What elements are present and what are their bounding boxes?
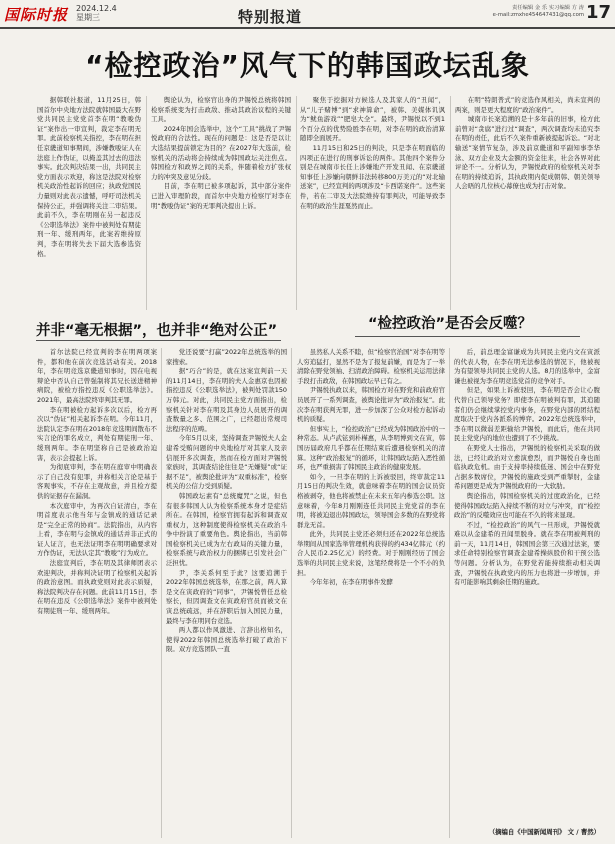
column-4-top bbox=[455, 96, 600, 306]
column-1-top bbox=[37, 96, 141, 310]
paragraph: 后，前总理金富谦成为共同民主党内文在寅派的代表人物，在李在明无法参选的情况下，他被视为有望领导共同民主党的人选。8月的选举中，金富谦也被视为李在明竞选党首的竞争对手。 bbox=[454, 348, 600, 385]
byline: （摘编自《中国新闻周刊》 文 / 曹然） bbox=[488, 828, 600, 836]
paragraph: 韩国政坛素有“总统魔咒”之说，但也有很多韩国人认为检察系统本身才是症结所在。在韩国，检察官拥有起诉和调查双重权力，这种制度使得检察机关在政治斗争中扮演了重要角色。舆论指出，当前韩国检察机关已成为左右政局的关键力量，检察系统与政治权力的捆绑已引发社会广泛担忧。 bbox=[166, 491, 287, 568]
paragraph: 党还说要“打赢”2022年总统选举的国家搜索。 bbox=[166, 348, 287, 366]
column-divider bbox=[291, 348, 292, 838]
paragraph: 此外，共同民主党还必须归还在2022年总统选举期间从国家选举管理机构获得的约434亿韩元（约合人民币2.25亿元）的经费。对于刚刚经历了国会选举的共同民主党来说，这笔经费将是一个不小的负担。 bbox=[297, 530, 445, 577]
paragraph: 舆论认为，检察官出身的尹锡悦总统将韩国检察系统变为打击政敌、推动其政治议程的关键工具。 bbox=[151, 96, 291, 124]
section-title: 特别报道 bbox=[238, 8, 303, 26]
column-divider bbox=[449, 348, 450, 838]
paragraph: 舆论指出，韩国检察机关的过度政治化，已经使得韩国政坛陷入持续不断的对立与冲突，而“检控政治”的反噬效应也可能在不久的将来显现。 bbox=[454, 491, 600, 520]
paragraph: 11月15日和25日的判决，只是李在明面临的四项正在进行的刑事诉讼的两件。其他四个案件分别是在城南市长任上涉嫌地产开发丑闻、在京畿道知事任上涉嫌向朝鲜非法转移800万美元的“对北输送案”，已经宣判的两项涉及“卡西诺案件”。这些案件，若在二审及大法院维持有罪判决，可能导致李在明的政治生涯戛然而止。 bbox=[300, 143, 445, 210]
column-2-top bbox=[151, 96, 291, 310]
paragraph: 今年5月以来，坚持调查尹锡悦夫人金建希受贿问题的中央地检厅对其家人及亲信展开多次调查，然而在检方面对尹锡悦家族时，其调查结论往往是“无嫌疑”或“证据不足”，被舆论批评为“双重标准”，检察机关的公信力受到质疑。 bbox=[166, 434, 287, 491]
column-divider bbox=[450, 96, 451, 310]
paragraph: 李在明被检方起诉多次以后，检方再次以“伪证”相关起诉李在明。今年11月，法院认定李在明在2018年竞选期间散布不实言论的罪名成立，判处有期徒刑一年、缓刑两年。李在明坚称自己是被政治迫害，表示会提起上诉。 bbox=[37, 405, 157, 462]
subhead-left: 并非“毫无根据”，也并非“绝对公正” bbox=[36, 323, 278, 339]
editors-info: 责任编辑 金 乐 实习编辑 方 涛 e-mail:zmxhe454647431@qq.com bbox=[492, 5, 584, 18]
paragraph: 但事实上，“检控政治”已经成为韩国政治中的一种常态。从卢武铉到朴槿惠，从李明博到文在寅，韩国历届政府几乎都在任期结束后遭遇检察机关的清算。这种“政治报复”的循环，让韩国政坛陷入恶性循环，也严重损害了韩国民主政治的健康发展。 bbox=[297, 424, 445, 472]
paragraph: 在野党人士指出，尹锡悦的检察机关采取的做法，已经让政治对立愈演愈烈，而尹锡悦自身也面临执政危机。由于支持率持续低迷、国会中在野党占据多数席位，尹锡悦的施政受到严重掣肘，金建希问题更是成为尹锡悦政府的一大软肋。 bbox=[454, 443, 600, 491]
column-3-top bbox=[300, 96, 445, 310]
paragraph: 据“巧合”的是，就在这案宣判前一天的11月14日，李在明的夫人金惠京也因被指控违反《公职选举法》，被判处罚款150万韩元。对此，共同民主党方面指出，检察机关针对李在明及其身边人员展开的调查数量之多、范围之广，已经超出常规司法程序的范畴。 bbox=[166, 367, 287, 433]
paragraph: 尹锡悦执政以来，韩国检方对在野党和前政府官员展开了一系列调查，被舆论批评为“政治报复”。此次李在明获判无罪，进一步加深了公众对检方起诉动机的质疑。 bbox=[297, 386, 445, 424]
paragraph: 虽然私人关系不睦，但“检察官治国”对李在明等人穷追猛打，显然不是为了报复前嫌，而是为了一举清除在野党领袖、扫清政治障碍。检察机关运用法律手段打击政敌，在韩国政坛早已有之。 bbox=[297, 348, 445, 385]
column-1-bottom bbox=[37, 348, 157, 838]
header-rule bbox=[0, 27, 615, 29]
paragraph: 目前，李在明已被多项起诉，其中部分案件已进入审理阶段，而首尔中央地方检察厅对李在明“教唆伪证”案的无罪判决提出上诉。 bbox=[151, 182, 291, 210]
newspaper-logo: 国际时报 bbox=[4, 6, 69, 24]
paragraph: 2024年国会选举中，这个“工具”挑战了尹锡悦政府的合法性。现在的问题是：这是否是以让大选结果提前锁定为目的？在2027年大选前，检察机关的活动将会持续成为韩国政坛关注焦点。韩国检方和政界之间的关系，伴随着检方扩张权力的冲突及意见分歧。 bbox=[151, 124, 291, 181]
column-divider bbox=[296, 96, 297, 310]
column-4-bottom bbox=[454, 348, 600, 826]
subhead-right-rule bbox=[355, 336, 580, 337]
column-divider bbox=[146, 96, 147, 310]
page-number: 17 bbox=[586, 2, 612, 23]
column-divider bbox=[161, 348, 162, 838]
paragraph: 尹，李关系何至于此？这要追溯于2022年韩国总统选举，在那之前，两人算是文在寅政府的“同事”，尹锡悦曾任总检察长，但因调查文在寅政府官员而被文在寅总统疏远，并在辞职后加入国民力量，最终与李在明同台竞选。 bbox=[166, 568, 287, 625]
paragraph: 据韩联社报道，11月25日，韩国首尔中央地方法院就韩国最大在野党共同民主党党首李在明“教唆伪证”案作出一审宣判，裁定李在明无罪。此前检察机关指控，李在明在担任京畿道知事期间，涉嫌教唆证人在法庭上作伪证，以掩盖其过去的违法事实。此次判决结果一出，共同民主党方面表示欢迎，称这是法院对检察机关政治性起诉的回应；执政党国民力量则对此表示遗憾，呼吁司法机关保持公正，并强调将关注二审结果。此前不久，李在明刚在另一起违反《公职选举法》案件中被判处有期徒刑一年、缓刑两年，此案若维持原判，李在明将失去下届大选参选资格。 bbox=[37, 96, 141, 258]
paragraph: 为彻底审判，李在明在庭审中明确表示了自己没有犯罪，并称相关言论是基于客观事实，不存在主观故意，并且检方提供的证据存在漏洞。 bbox=[37, 463, 157, 500]
paragraph: 聚焦于挖掘对方候选人及其家人的“丑闻”，从“儿子赌博”到“求神算命”，被韩、美媒体讥讽为“鱿鱼游戏”“肥皂大全”。最终，尹锡悦以不到1个百分点的优势险胜李在明，对李在明的政治清算随即全面展开。 bbox=[300, 96, 445, 143]
subhead-right: “检控政治”是否会反噬？ bbox=[368, 316, 533, 332]
column-2-bottom bbox=[166, 348, 287, 838]
paragraph: 首尔法院已经宣判的李在明两项案件，都和他在前次竞选活动有关。2018年，李在明竞选京畿道知事时，因在电视辩论中否认自己曾强制将其兄长送进精神病院，被检方指控违反《公职选举法》。2021年，最高法院终审判其无罪。 bbox=[37, 348, 157, 404]
issue-date: 2024.12.4 星期三 bbox=[76, 4, 117, 22]
paragraph: 但是，如果上诉被驳回，李在明是否会让心腹代替自己领导党务？即使李在明被判有罪，其追随者们仍会继续掌控党内事务，在野党内部的团结程度取决于党内各派系的博弈。2022年总统选举中，李在明以微弱差距输给尹锡悦，而此后，他在共同民主党党内的地位也遭到了不少挑战。 bbox=[454, 386, 600, 443]
paragraph: 法庭宣判后，李在明及其律师团表示欢迎判决，并称判决证明了检察机关起诉的政治意图。而执政党则对此表示质疑，称法院判决存在问题。此前11月15日，李在明在违反《公职选举法》案件中被判处有期徒刑一年、缓刑两年。 bbox=[37, 559, 157, 616]
paragraph: 城南市长案追溯的是十多年前的旧事，检方此前曾对“贪腐”进行过“调查”，两次调查均未追究李在明的责任，此后不久案件重新被提起诉讼。“对北输送”案情节复杂，涉及前京畿道和平副知事李华泳、双方企业及大金额的资金往来，社会各界对此评论不一。分析认为，尹锡悦政府的检察机关对李在明的持续追诉，其执政期内促成朝韩、朝美领导人会晤的几位核心幕僚也成为打击对象。 bbox=[455, 115, 600, 191]
paragraph: 不过，“检控政治”的风气一旦形成，尹锡悦就难以从金建希的丑闻里脱身。就在李在明被判刑的前一天，11月14日，韩国国会第三次通过法案，要求任命特别检察官调查金建希操纵股价和干预公选等问题。分析认为，在野党若能持续推动相关调查，尹锡悦在执政党内的压力也将进一步增加，并有可能影响其剩余任期的施政。 bbox=[454, 520, 600, 587]
masthead bbox=[0, 0, 615, 28]
main-headline: “检控政治”风气下的韩国政坛乱象 bbox=[85, 49, 530, 82]
paragraph: 两人都以作风激进、言辞出格知名，使得2022年韩国总统选举打破了政治下限。双方竞选团队一直 bbox=[166, 626, 287, 654]
subhead-left-rule bbox=[36, 340, 281, 341]
column-3-bottom bbox=[297, 348, 445, 838]
paragraph: 本次庭审中，为再次自证清白，李在明首度表示他当年与金镇成的通话记录是“完全正常的协商”。法院指出，从内容上看，李在明与金镇成的通话并非正式的证人证言，也无法证明李在明明确要求对方作伪证，无法认定其“教唆”行为成立。 bbox=[37, 501, 157, 558]
paragraph: 今年年初，在李在明事件发酵 bbox=[309, 578, 393, 587]
paragraph: 如今，一旦李在明的上诉被驳回，终审裁定11月15日的判决生效，就意味着李在明的国会议员资格被剥夺，他也将被禁止在未来五年内参选公职。这意味着，今年8月刚刚连任共同民主党党首的李在明，将被迫退出韩国政坛，领导国会多数的在野党将群龙无首。 bbox=[297, 472, 445, 529]
paragraph: 在明“特朗普式”的竞选作风相关，尚未宣判的两案，则是更大程度的“政治案件”。 bbox=[455, 96, 600, 114]
